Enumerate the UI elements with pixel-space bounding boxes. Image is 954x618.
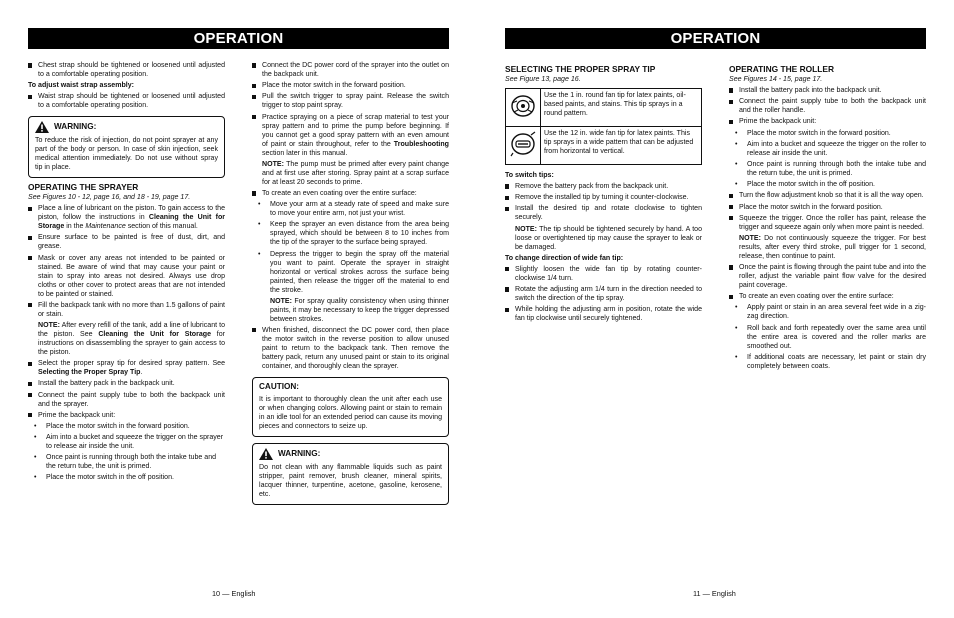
sub-list-item: • Keep the sprayer an even distance from the area being sprayed, which should be between 8 to 10 inches from the tip of the sprayer to the surface being sprayed.	[252, 220, 449, 247]
list-item: Chest strap should be tightened or loosened until adjusted to a comfortable operating position.	[28, 61, 225, 79]
list-item: To create an even coating over the entire surface:	[729, 292, 926, 301]
round-fan-tip-icon	[509, 93, 537, 119]
spray-tip-table	[505, 88, 702, 165]
figure-reference: See Figures 14 - 15, page 17.	[729, 76, 823, 83]
list-item: Place the motor switch in the forward position.	[729, 203, 926, 212]
list-item: Prime the backpack unit:	[28, 411, 225, 420]
sub-list-item: • Aim into a bucket and squeeze the trigger on the roller to release air inside the unit.	[729, 140, 926, 158]
page-10	[28, 28, 450, 498]
warning-title: WARNING:	[278, 448, 321, 458]
spray-tip-heading: SELECTING THE PROPER SPRAY TIP	[505, 64, 656, 74]
list-item: Once the paint is flowing through the paint tube and into the roller, adjust the variable paint flow valve for the desired paint coverage.	[729, 263, 926, 290]
caution-title: CAUTION:	[259, 381, 300, 391]
change-direction-label: To change direction of wide fan tip:	[505, 254, 624, 262]
note: NOTE: The pump must be primed after every paint change and at first use after storing. Spray paint at a scrap surface for at least 20 seconds to prime.	[262, 160, 449, 186]
list-item: Remove the battery pack from the backpack unit.	[505, 182, 702, 191]
list-item: Install the desired tip and rotate clockwise to tighten securely.	[505, 204, 702, 222]
sub-list-item: • Once paint is running through both the intake tube and the return tube, the unit is primed.	[729, 160, 926, 178]
list-item: Remove the installed tip by turning it counter-clockwise.	[505, 193, 702, 202]
list-item: To create an even coating over the entire surface:	[252, 189, 449, 198]
list-item: Mask or cover any areas not intended to be painted or stained. Be aware of wind that may cause your paint or stain to spray into areas not desired. Always use drop cloths or other cover to protect areas that are not intended to be painted or stained.	[28, 254, 225, 299]
note: NOTE: After every refill of the tank, add a line of lubricant to the piston. See Cleaning the Unit for Storage for instructions on disassembling the sprayer to gain access to the piston.	[38, 321, 225, 356]
list-item: Practice spraying on a piece of scrap material to test your spray pattern and to prime the pump before beginning. If you cannot get a good spray pattern with an even amount of paint or stain throughout, refer to the Troubleshooting section later in this manual.	[252, 113, 449, 158]
list-item: Turn the flow adjustment knob so that it is all the way open.	[729, 191, 926, 200]
note: NOTE: For spray quality consistency when using thinner paints, it may be necessary to keep the trigger depressed between strokes.	[270, 297, 450, 323]
figure-reference: See Figures 10 - 12, page 16, and 18 - 19, page 17.	[28, 194, 191, 202]
list-item: Rotate the adjusting arm 1/4 turn in the direction needed to switch the direction of the tip spray.	[505, 285, 702, 303]
warning-text: To reduce the risk of injection, do not point sprayer at any part of the body or person. In case of skin injection, seek medical attention immediately. Do not use without spray tip in place.	[35, 137, 218, 172]
sub-list-item: • Once paint is running through both the intake tube and the return tube, the unit is primed.	[28, 453, 225, 471]
page-footer-left: 10 — English	[212, 589, 256, 598]
warning-header	[259, 448, 442, 460]
left-column-2	[252, 61, 449, 509]
list-item: Fill the backpack tank with no more than 1.5 gallons of paint or stain.	[28, 301, 225, 319]
caution-box	[252, 377, 449, 437]
warning-triangle-icon	[35, 121, 49, 133]
right-column-2	[729, 61, 926, 373]
list-item: Place the motor switch in the forward position.	[252, 81, 449, 90]
operating-sprayer-heading: OPERATING THE SPRAYER	[28, 182, 139, 193]
operation-banner: OPERATION	[28, 28, 449, 49]
list-item: Pull the switch trigger to spray paint. Release the switch trigger to stop paint spray.	[252, 92, 449, 110]
list-item: When finished, disconnect the DC power cord, then place the motor switch in the reverse position to allow unused paint to return to the backpack tank. Then remove the battery pack, return any unused paint or stain to its original container, and thoroughly clean the sprayer.	[252, 326, 449, 371]
flammable-warning-box	[252, 443, 449, 505]
tip-description: Use the 1 in. round fan tip for latex paints, oil-based paints, and stains. This tip sprays in a round pattern.	[541, 89, 702, 127]
tip-icon-cell	[506, 127, 541, 165]
page-footer-right: 11 — English	[693, 589, 736, 598]
list-item: Waist strap should be tightened or loosened until adjusted to a comfortable operating position.	[28, 92, 225, 110]
list-item: While holding the adjusting arm in position, rotate the wide fan tip clockwise until securely tightened.	[505, 305, 702, 323]
wide-fan-tip-icon	[509, 131, 537, 157]
switch-tips-label: To switch tips:	[505, 172, 554, 179]
warning-title: WARNING:	[54, 122, 97, 132]
list-item: Connect the DC power cord of the sprayer into the outlet on the backpack unit.	[252, 61, 449, 79]
warning-triangle-icon	[259, 448, 273, 460]
table-row	[506, 89, 702, 127]
list-item: Install the battery pack in the backpack unit.	[28, 379, 225, 388]
note: NOTE: Do not continuously squeeze the trigger. For best results, after every third stroke, pull trigger for 1 second, release, then continue to paint.	[739, 234, 926, 260]
adjust-waist-strap-label: To adjust waist strap assembly:	[28, 82, 134, 90]
warning-text: Do not clean with any flammable liquids such as paint stripper, paint remover, brush cleaner, mineral spirits, lacquer thinner, turpentine, acetone, gasoline, kerosene, etc.	[259, 463, 442, 498]
sub-list-item: • Move your arm at a steady rate of speed and make sure to move your entire arm, not just your wrist.	[252, 200, 449, 218]
operation-banner: OPERATION	[505, 28, 926, 49]
list-item: Connect the paint supply tube to both the backpack unit and the sprayer.	[28, 391, 225, 409]
left-column-1	[28, 61, 225, 485]
tip-description: Use the 12 in. wide fan tip for latex paints. This tip sprays in a wide pattern that can be adjusted from horizontal to vertical.	[541, 127, 702, 165]
caution-text: It is important to thoroughly clean the unit after each use or when changing colors. Allowing paint or stain to remain in an idle tool for an extended period can cause its moving pieces and connectors to seize up.	[259, 395, 442, 430]
sub-list-item: • Roll back and forth repeatedly over the same area until the entire area is covered and the roller marks are smoothed out.	[729, 324, 926, 351]
list-item: Place a line of lubricant on the piston. To gain access to the piston, follow the instructions in Cleaning the Unit for Storage in the Maintenance section of this manual.	[28, 204, 225, 231]
sub-list-item: • Place the motor switch in the forward position.	[729, 129, 926, 138]
list-item: Install the battery pack into the backpack unit.	[729, 86, 926, 95]
list-item: Connect the paint supply tube to both the backpack unit and the roller handle.	[729, 97, 926, 115]
figure-reference: See Figure 13, page 16.	[505, 76, 581, 83]
warning-header	[35, 121, 218, 133]
sub-list-item: • If additional coats are necessary, let paint or stain dry completely between coats.	[729, 353, 926, 371]
page-11	[505, 28, 926, 370]
list-item: Ensure surface to be painted is free of dust, dirt, and grease.	[28, 233, 225, 251]
table-row	[506, 127, 702, 165]
sub-list-item: • Place the motor switch in the forward position.	[28, 422, 225, 431]
sub-list-item: • Depress the trigger to begin the spray off the material you want to paint. Operate the sprayer in straight horizontal or vertical strokes across the surface being painted, then release the trigger off the material to end the stroke.	[252, 250, 449, 295]
note: NOTE: The tip should be tightened securely by hand. A too loose or overtightened tip may cause the sprayer to leak or be damaged.	[515, 225, 702, 251]
list-item: Prime the backpack unit:	[729, 117, 926, 126]
tip-icon-cell	[506, 89, 541, 127]
operating-roller-heading: OPERATING THE ROLLER	[729, 64, 834, 74]
sub-list-item: • Place the motor switch in the off position.	[729, 180, 926, 189]
list-item: Slightly loosen the wide fan tip by rotating counter-clockwise 1/4 turn.	[505, 265, 702, 283]
list-item: Select the proper spray tip for desired spray pattern. See Selecting the Proper Spray Tip.	[28, 359, 225, 377]
sub-list-item: • Aim into a bucket and squeeze the trigger on the sprayer to release air inside the unit.	[28, 433, 225, 451]
sub-list-item: • Apply paint or stain in an area several feet wide in a zig-zag direction.	[729, 303, 926, 321]
right-column-1	[505, 61, 702, 325]
list-item: Squeeze the trigger. Once the roller has paint, release the trigger and squeeze again only when more paint is needed.	[729, 214, 926, 232]
injection-warning-box	[28, 116, 225, 178]
sub-list-item: • Place the motor switch in the off position.	[28, 473, 225, 482]
